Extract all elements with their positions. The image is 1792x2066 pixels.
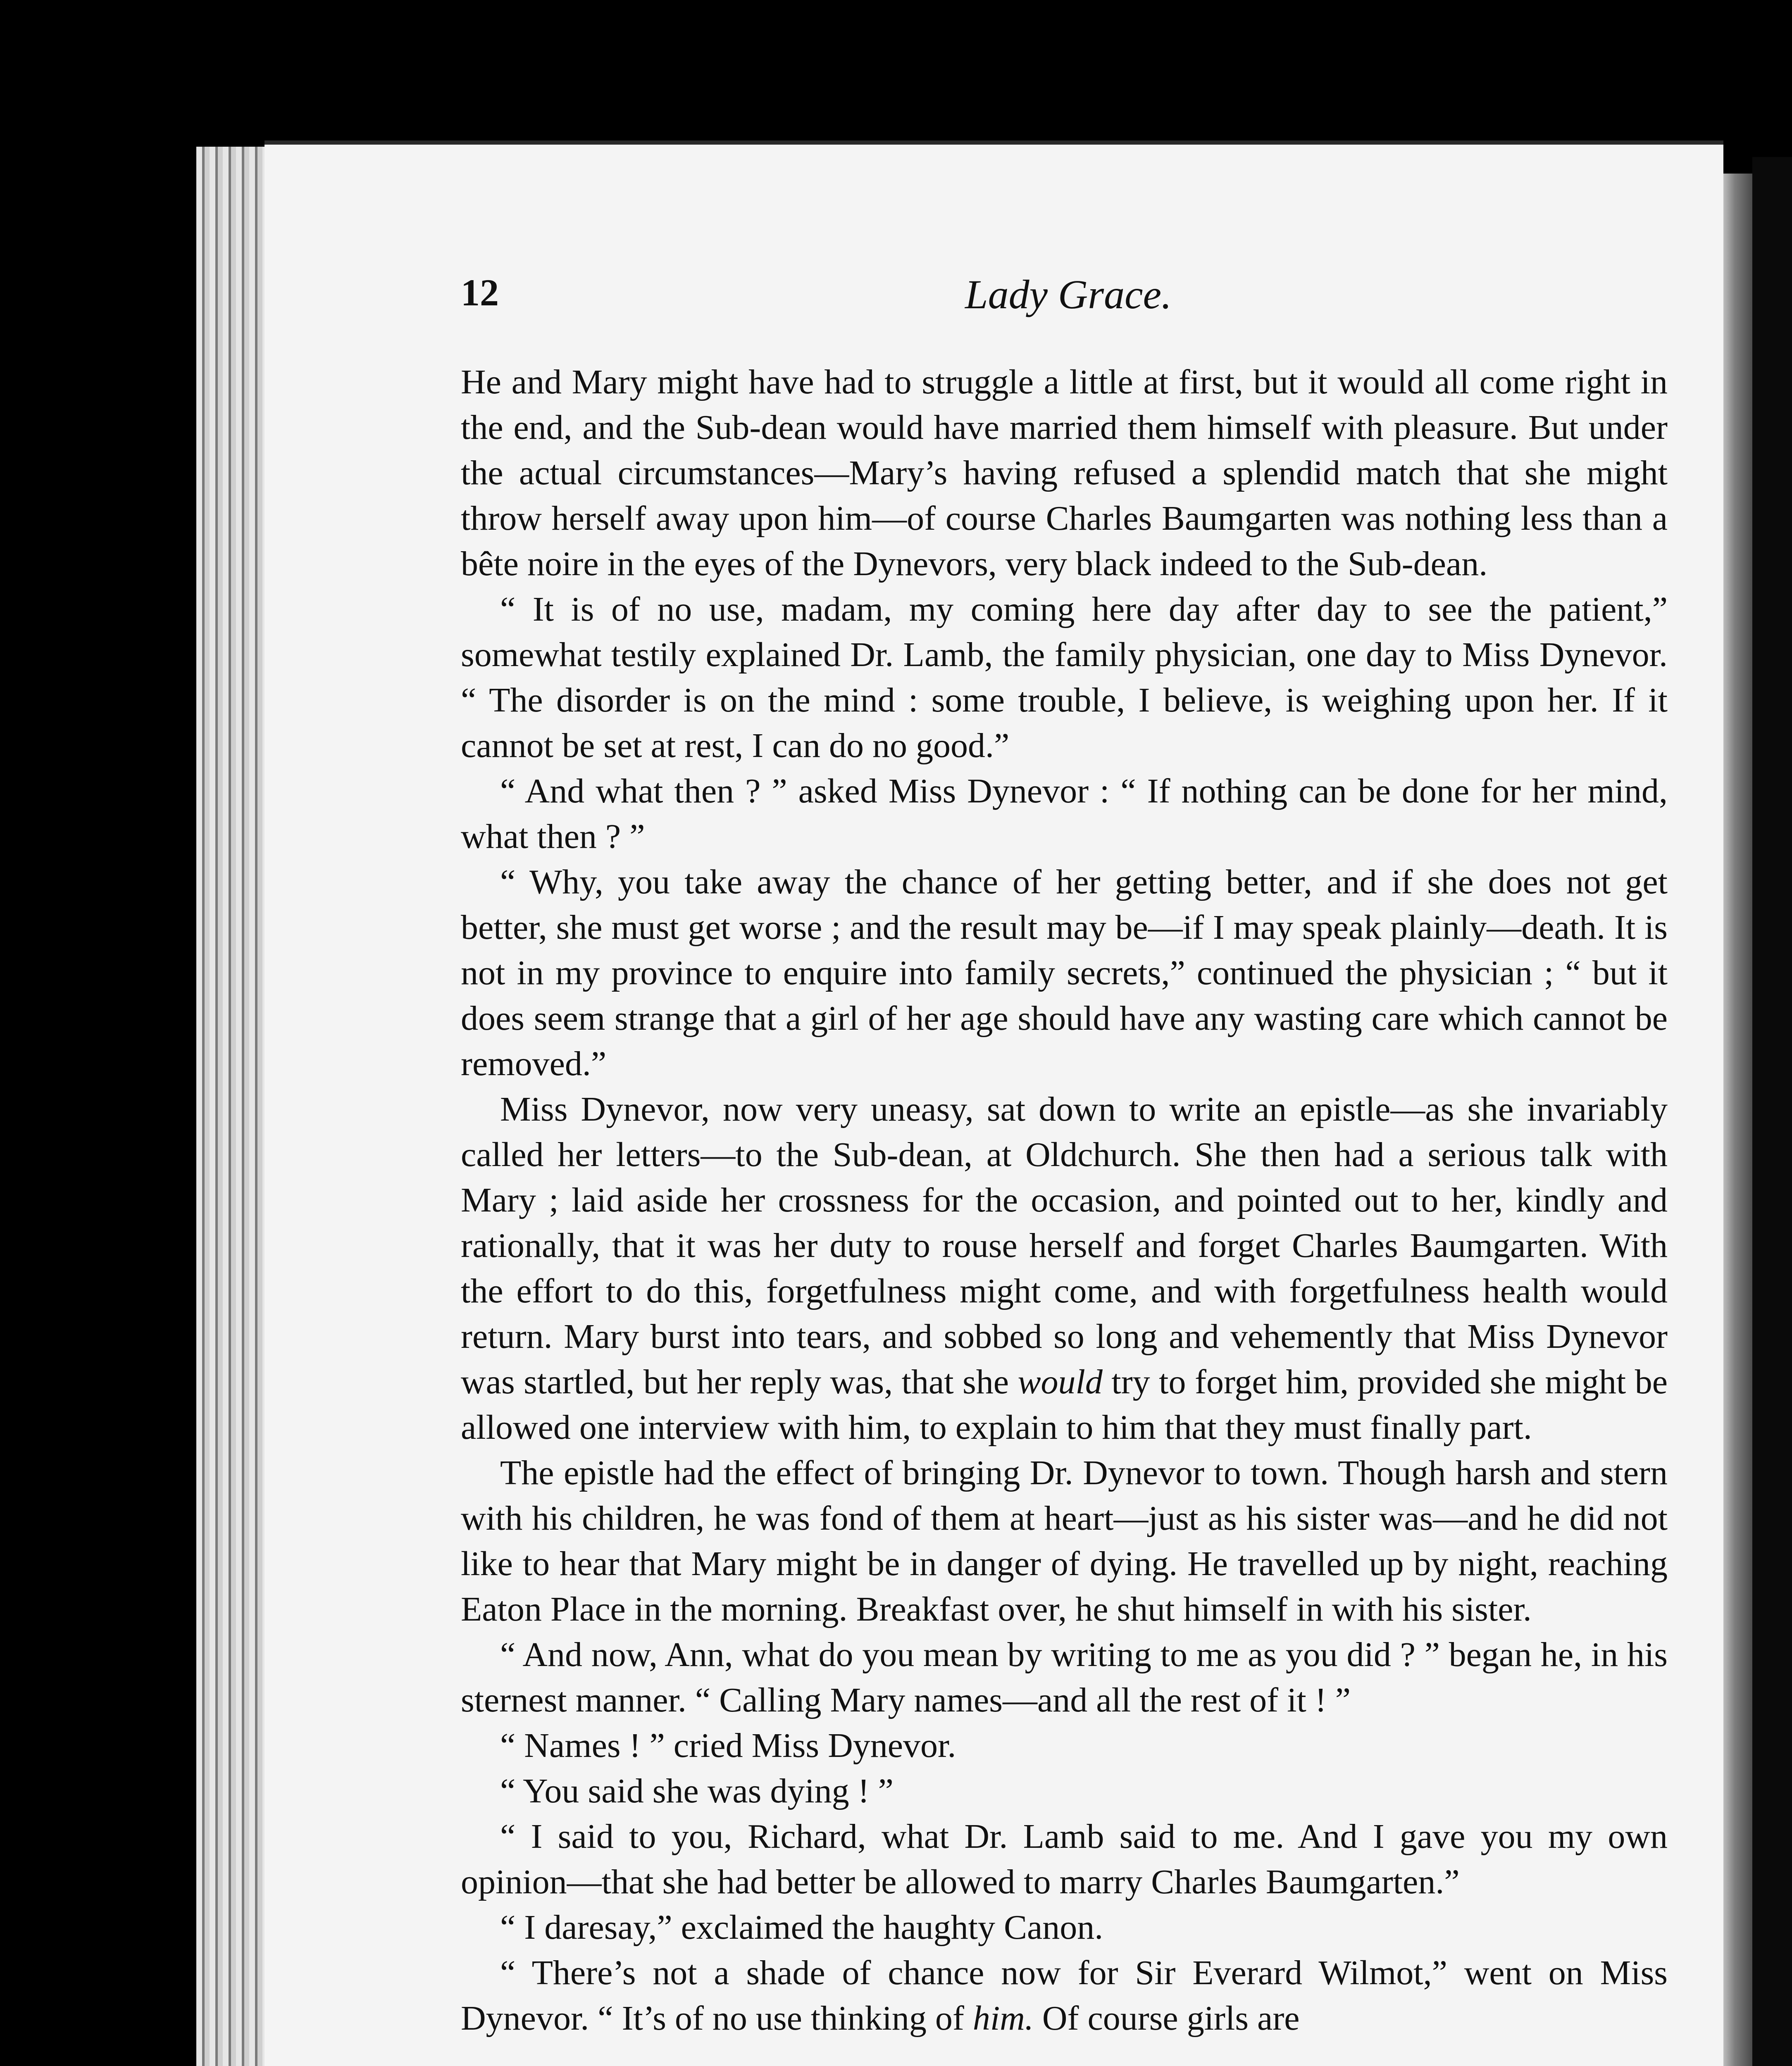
page-number: 12 — [461, 271, 499, 314]
paragraph-text: Of course girls are — [1033, 1999, 1300, 2037]
page-right-edge — [1723, 174, 1752, 2066]
running-title: Lady Grace. — [965, 271, 1172, 317]
book-spine-shadow — [1752, 157, 1792, 2066]
paragraph: “ And now, Ann, what do you mean by writing to me as you did ? ” began he, in his sternest manner. “ Calling Mary names—and all the rest of it ! ” — [461, 1635, 1668, 1719]
paragraph-text: Miss Dynevor, now very uneasy, sat down to write an epistle—as she invariably called her letters—to the Sub-dean, at Oldchurch. She then had a serious talk with Mary ; laid aside her crossness for the occasion, and pointed out to her, kindly and rationally, that it was her duty to rouse herself and forget Charles Baumgarten. With the effort to do this, forgetfulness might come, and with forgetfulness health would return. Mary burst into tears, and sobbed so long and vehemently that Miss Dynevor was startled, but her reply was, that she — [461, 1090, 1668, 1401]
emphasis-text: would — [1018, 1363, 1103, 1401]
emphasis-text: him. — [972, 1999, 1034, 2037]
paragraph: “ And what then ? ” asked Miss Dynevor : “ If nothing can be done for her mind, what then ? ” — [461, 772, 1668, 856]
running-head — [461, 271, 1676, 324]
paragraph: “ I said to you, Richard, what Dr. Lamb said to me. And I gave you my own opinion—that she had better be allowed to marry Charles Baumgarten.” — [461, 1817, 1668, 1901]
paragraph: “ Why, you take away the chance of her getting better, and if she does not get better, she must get worse ; and the result may be—if I may speak plainly—death. It is not in my province to enquire into family secrets,” continued the physician ; “ but it does seem strange that a girl of her age should have any wasting care which cannot be removed.” — [461, 863, 1668, 1083]
paragraph-text: try to forget him, provided she might be allowed one interview with him, to explain to him that they must finally part. — [461, 1363, 1668, 1447]
text-body — [461, 359, 1668, 2041]
paragraph: “ Names ! ” cried Miss Dynevor. — [500, 1726, 956, 1765]
paragraph-text: “ There’s not a shade of chance now for Sir Everard Wilmot,” went on Miss Dynevor. “ It’s of no use thinking of — [461, 1954, 1668, 2037]
paragraph: The epistle had the effect of bringing Dr. Dynevor to town. Though harsh and stern with his children, he was fond of them at heart—just as his sister was—and he did not like to hear that Mary might be in danger of dying. He travelled up by night, reaching Eaton Place in the morning. Breakfast over, he shut himself in with his sister. — [461, 1454, 1668, 1628]
paragraph: “ It is of no use, madam, my coming here day after day to see the patient,” somewhat testily explained Dr. Lamb, the family physician, one day to Miss Dynevor. “ The disorder is on the mind : some trouble, I believe, is weighing upon her. If it cannot be set at rest, I can do no good.” — [461, 590, 1668, 765]
paragraph: “ You said she was dying ! ” — [500, 1772, 894, 1810]
paragraph — [461, 1087, 1668, 1450]
paragraph — [461, 1950, 1668, 2041]
paragraph: “ I daresay,” exclaimed the haughty Canon. — [500, 1908, 1103, 1947]
paragraph: He and Mary might have had to struggle a little at first, but it would all come right in the end, and the Sub-dean would have married them himself with pleasure. But under the actual circumstances—Mary’s having refused a splendid match that she might throw herself away upon him—of course Charles Baumgarten was nothing less than a bête noire in the eyes of the Dynevors, very black indeed to the Sub-dean. — [461, 363, 1668, 583]
